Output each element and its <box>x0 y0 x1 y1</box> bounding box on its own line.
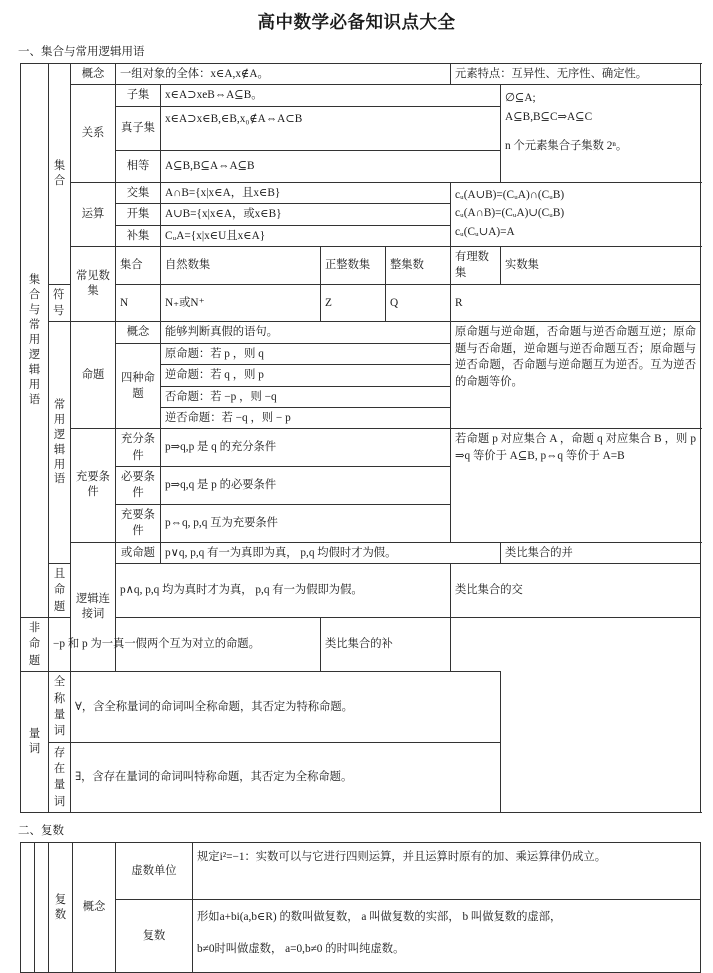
cell-not-expr: −p 和 p 为一真一假两个互为对立的命题。 <box>49 618 321 672</box>
cell-four-prop-original: 原命题：若 p ，则 q <box>161 343 451 364</box>
numberset-symbol-positive-int: N₊或N⁺ <box>161 284 321 322</box>
complex-outer-spacer-2 <box>35 843 49 973</box>
document-page <box>0 9 713 955</box>
cell-equal-expr: A⊆B,B⊆A⇔A⊆B <box>161 150 501 182</box>
cell-not-analogy: 类比集合的补 <box>321 618 451 672</box>
table-row <box>21 742 701 813</box>
sub-label-intersection: 交集 <box>116 182 161 203</box>
numberset-name-rational: 有理数集 <box>451 246 501 284</box>
group-label-common-number-sets: 常见数集 <box>71 246 116 322</box>
cell-four-prop-converse: 逆命题：若 q ，则 p <box>161 365 451 386</box>
table-complex-numbers <box>20 842 701 973</box>
cell-existential-expr: ∃，含存在量词的命词叫特称命题，其否定为全称命题。 <box>71 742 501 813</box>
numberset-row-header-2: 符号 <box>49 284 71 322</box>
group-label-complex: 复数 <box>49 843 73 973</box>
section-heading-2: 二、复数 <box>18 825 64 838</box>
complex-def-line-2: b≠0时叫做虚数， a=0,b≠0 的时叫纯虚数。 <box>197 942 405 955</box>
table-row <box>21 64 701 85</box>
sub-label-existential: 存在量词 <box>49 742 71 813</box>
sub-label-equal: 相等 <box>116 150 161 182</box>
cell-conditions-note: 若命题 p 对应集合 A ，命题 q 对应集合 B ，则 p⇒q 等价于 A⊆B, p⇔q 等价于 A=B <box>451 429 701 542</box>
numberset-name-integer: 整集数 <box>386 246 451 284</box>
table-row <box>21 284 701 322</box>
row-label-conditions: 充要条件 <box>71 429 116 542</box>
cell-union-expr: A∪B={x|x∈A，或x∈B} <box>161 204 451 225</box>
cell-proper-subset-expr: x∈A⊃x∈B,∈B,x₀∉A⇔A⊂B <box>161 106 501 150</box>
numberset-name-natural: 自然数集 <box>161 246 321 284</box>
numberset-name-real: 实数集 <box>501 246 701 284</box>
cell-proposition-note: 原命题与逆命题，否命题与逆否命题互逆；原命题与否命题，逆命题与逆否命题互否；原命题与逆否命题，否命题与逆命题互为逆否。互为逆否的命题等价。 <box>451 322 701 429</box>
sub-label-imaginary-unit: 虚数单位 <box>116 843 193 900</box>
row-label-quantifiers: 量词 <box>21 672 49 813</box>
table-row <box>21 85 701 106</box>
numberset-symbol-real: R <box>451 284 701 322</box>
cell-sufficient-expr: p⇒q,p 是 q 的充分条件 <box>161 429 451 467</box>
sub-label-universal: 全称量词 <box>49 672 71 743</box>
table-row <box>21 618 701 672</box>
cell-subset-expr: x∈A⊃xeB⇔A⊆B。 <box>161 85 501 106</box>
sub-label-four-propositions: 四种命题 <box>116 343 161 429</box>
row-label-complex-concept: 概念 <box>73 843 116 973</box>
row-label-proposition: 命题 <box>71 322 116 429</box>
sub-label-union: 开集 <box>116 204 161 225</box>
table-row <box>21 563 701 617</box>
relation-note-2: A⊆B,B⊆C⇒A⊆C <box>505 110 593 123</box>
cell-intersection-expr: A∩B={x|x∈A，且x∈B} <box>161 182 451 203</box>
table-row <box>21 429 701 467</box>
cell-iff-expr: p⇔q, p,q 互为充要条件 <box>161 504 451 542</box>
complex-def-line-1: 形如a+bi(a,b∈R) 的数叫做复数， a 叫做复数的实部， b 叫做复数的虚部， <box>197 911 562 924</box>
operation-note-2: cᵤ(A∩B)=(CᵤA)∪(CᵤB) <box>455 207 565 220</box>
cell-or-expr: p∨q, p,q 有一为真即为真， p,q 均假时才为假。 <box>161 542 501 563</box>
numberset-symbol-rational: Q <box>386 284 451 322</box>
table-row <box>21 246 701 284</box>
numberset-name-positive-int: 正整数集 <box>321 246 386 284</box>
sub-label-sufficient: 充分条件 <box>116 429 161 467</box>
relation-note-3: n 个元素集合子集数 2ⁿ。 <box>505 140 628 153</box>
table-row <box>21 672 701 743</box>
sub-label-proposition-concept: 概念 <box>116 322 161 343</box>
cell-or-analogy: 类比集合的并 <box>501 542 701 563</box>
cell-relation-notes <box>501 85 701 182</box>
sub-label-complex-number: 复数 <box>116 900 193 973</box>
numberset-symbol-natural: N <box>116 284 161 322</box>
sub-label-not-proposition: 非命题 <box>21 618 49 672</box>
page-title: 高中数学必备知识点大全 <box>257 12 456 32</box>
relation-note-1: ∅⊆A; <box>505 92 536 105</box>
table-row <box>21 843 701 900</box>
cell-complement-expr: CᵤA={x|x∈U且x∈A} <box>161 225 451 246</box>
cell-four-prop-inverse: 否命题：若 −p ，则 −q <box>161 386 451 407</box>
cell-and-expr: p∧q, p,q 均为真时才为真， p,q 有一为假即为假。 <box>116 563 451 617</box>
cell-set-element-features: 元素特点：互异性、无序性、确定性。 <box>451 64 701 85</box>
table-row <box>21 542 701 563</box>
sub-label-proper-subset: 真子集 <box>116 106 161 150</box>
cell-necessary-expr: p⇒q,q 是 p 的必要条件 <box>161 467 451 505</box>
cell-imaginary-unit-text: 规定i²=−1：实数可以与它进行四则运算，并且运算时原有的加、乘运算律仍成立。 <box>193 843 701 900</box>
row-label-connectives: 逻辑连接词 <box>71 542 116 672</box>
table-row <box>21 322 701 343</box>
cell-operation-notes <box>451 182 701 246</box>
numberset-symbol-integer: Z <box>321 284 386 322</box>
sub-label-subset: 子集 <box>116 85 161 106</box>
sub-label-necessary: 必要条件 <box>116 467 161 505</box>
row-label-operation: 运算 <box>71 182 116 246</box>
sub-label-complement: 补集 <box>116 225 161 246</box>
row-label-concept: 概念 <box>71 64 116 85</box>
sub-label-or-proposition: 或命题 <box>116 542 161 563</box>
operation-note-1: cᵤ(A∪B)=(CᵤA)∩(CᵤB) <box>455 188 565 201</box>
cell-set-concept: 一组对象的全体：x∈A,x∉A。 <box>116 64 451 85</box>
sub-label-iff: 充要条件 <box>116 504 161 542</box>
outer-label-sets-logic: 集合与常用逻辑用语 <box>21 64 49 618</box>
cell-and-analogy: 类比集合的交 <box>451 563 701 617</box>
sub-label-and-proposition: 且命题 <box>49 563 71 617</box>
cell-four-prop-contrapositive: 逆否命题：若 −q ，则 − p <box>161 407 451 428</box>
table-row <box>21 900 701 973</box>
cell-universal-expr: ∀，含全称量词的命词叫全称命题，其否定为特称命题。 <box>71 672 501 743</box>
cell-complex-number-text <box>193 900 701 973</box>
numberset-row-header-1: 集合 <box>116 246 161 284</box>
table-row <box>21 182 701 203</box>
row-label-relation: 关系 <box>71 85 116 182</box>
operation-note-3: cᵤ(Cᵤ∪A)=A <box>455 225 515 238</box>
cell-proposition-concept-text: 能够判断真假的语句。 <box>161 322 451 343</box>
section-heading-1: 一、集合与常用逻辑用语 <box>18 46 145 58</box>
group-label-common-logic: 常用逻辑用语 <box>49 322 71 564</box>
complex-outer-spacer-1 <box>21 843 35 973</box>
table-sets-and-logic <box>20 63 701 813</box>
group-label-set: 集合 <box>49 64 71 285</box>
